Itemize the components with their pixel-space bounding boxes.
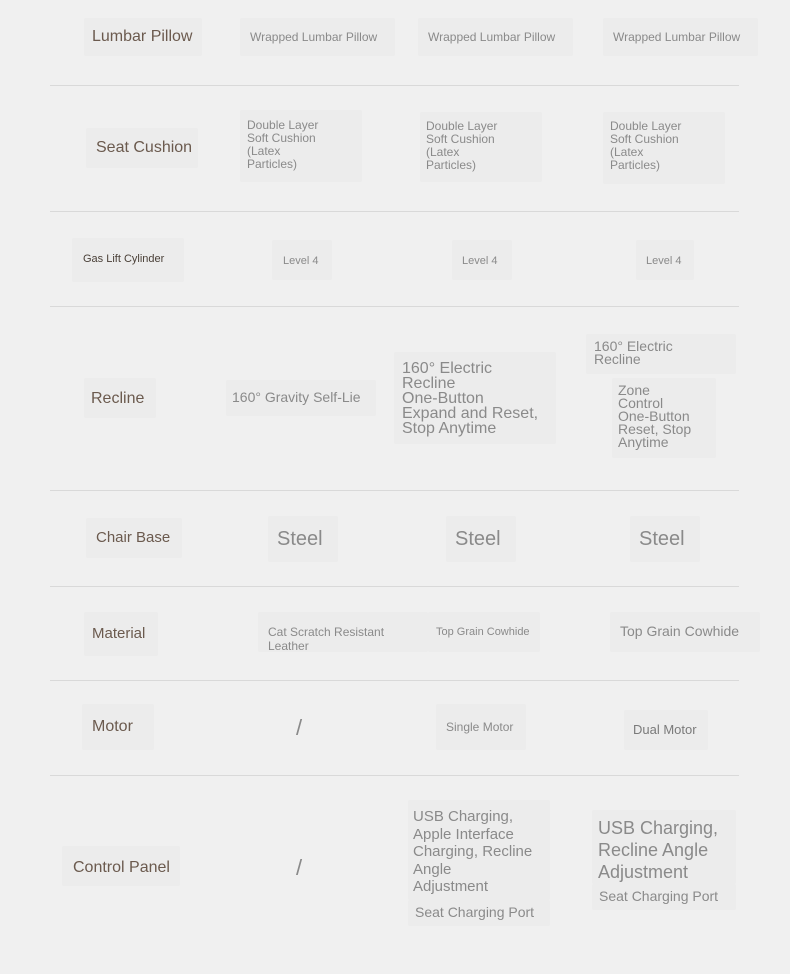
row-divider xyxy=(50,211,739,212)
row-divider xyxy=(50,85,739,86)
cell-material-2: Top Grain Cowhide xyxy=(428,612,540,652)
cell-gas-lift-2: Level 4 xyxy=(452,240,512,280)
row-divider xyxy=(50,586,739,587)
cell-control-panel-2-extra: Seat Charging Port xyxy=(408,900,550,926)
cell-seat-cushion-3: Double Layer Soft Cushion (Latex Particles) xyxy=(603,112,725,184)
cell-lumbar-pillow-2: Wrapped Lumbar Pillow xyxy=(418,18,573,56)
cell-motor-2: Single Motor xyxy=(436,704,526,750)
row-divider xyxy=(50,680,739,681)
cell-lumbar-pillow-3: Wrapped Lumbar Pillow xyxy=(603,18,758,56)
cell-seat-cushion-1: Double Layer Soft Cushion (Latex Particles) xyxy=(240,110,362,182)
row-label-chair-base: Chair Base xyxy=(86,518,182,558)
cell-chair-base-3: Steel xyxy=(630,516,700,562)
cell-control-panel-2: USB Charging, Apple Interface Charging, Recline Angle Adjustment xyxy=(408,800,550,900)
cell-motor-3: Dual Motor xyxy=(624,710,708,750)
row-label-gas-lift-cylinder: Gas Lift Cylinder xyxy=(72,238,184,282)
cell-recline-3-extra: Zone Control One-Button Reset, Stop Anytime xyxy=(612,378,716,458)
cell-control-panel-3-extra: Seat Charging Port xyxy=(592,884,736,910)
cell-recline-2: 160° Electric Recline One-Button Expand and Reset, Stop Anytime xyxy=(394,352,556,444)
cell-gas-lift-1: Level 4 xyxy=(272,240,332,280)
row-label-seat-cushion: Seat Cushion xyxy=(86,128,198,168)
cell-chair-base-1: Steel xyxy=(268,516,338,562)
cell-gas-lift-3: Level 4 xyxy=(636,240,694,280)
cell-chair-base-2: Steel xyxy=(446,516,516,562)
row-label-recline: Recline xyxy=(84,378,156,418)
row-label-lumbar-pillow: Lumbar Pillow xyxy=(84,18,202,56)
row-label-control-panel: Control Panel xyxy=(62,846,180,886)
row-label-material: Material xyxy=(84,612,158,656)
cell-motor-1: / xyxy=(296,715,303,740)
cell-control-panel-3: USB Charging, Recline Angle Adjustment xyxy=(592,810,736,884)
cell-material-1: Cat Scratch Resistant Leather xyxy=(258,612,428,652)
cell-lumbar-pillow-1: Wrapped Lumbar Pillow xyxy=(240,18,395,56)
row-divider xyxy=(50,490,739,491)
cell-recline-1: 160° Gravity Self-Lie xyxy=(226,380,376,416)
row-label-motor: Motor xyxy=(82,704,154,750)
row-divider xyxy=(50,775,739,776)
row-divider xyxy=(50,306,739,307)
cell-material-3: Top Grain Cowhide xyxy=(610,612,760,652)
cell-control-panel-1: / xyxy=(296,855,303,880)
cell-seat-cushion-2: Double Layer Soft Cushion (Latex Particles) xyxy=(420,112,542,182)
cell-recline-3: 160° Electric Recline xyxy=(586,334,736,374)
